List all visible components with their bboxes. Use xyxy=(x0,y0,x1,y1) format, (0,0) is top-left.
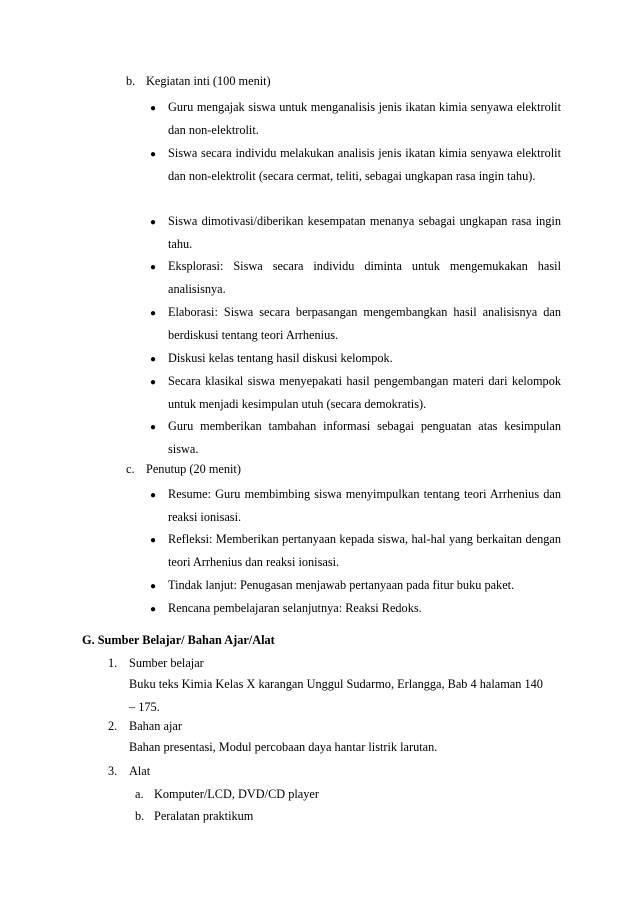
list-item-text: Bahan presentasi, Modul percobaan daya hantar listrik larutan. xyxy=(129,740,438,754)
bullet-icon: ● xyxy=(150,149,157,160)
sublist-letter: b. xyxy=(135,809,145,823)
list-number: 1. xyxy=(108,656,118,670)
list-number: 2. xyxy=(108,719,118,733)
list-item: Siswa secara individu melakukan analisis jenis ikatan kimia senyawa elektrolit dan non-elektrolit (secara cermat, teliti, sebagai ungkapan rasa ingin tahu). xyxy=(168,146,561,183)
subsection-letter: b. xyxy=(126,74,136,88)
bullet-icon: ● xyxy=(150,490,157,501)
list-item-title: Alat xyxy=(129,764,151,778)
bullet-icon: ● xyxy=(150,103,157,114)
sublist-item: Peralatan praktikum xyxy=(154,809,254,823)
bullet-icon: ● xyxy=(150,535,157,546)
list-item: Tindak lanjut: Penugasan menjawab pertanyaan pada fitur buku paket. xyxy=(168,578,515,592)
bullet-icon: ● xyxy=(150,604,157,615)
bullet-icon: ● xyxy=(150,422,157,433)
sublist-letter: a. xyxy=(135,787,144,801)
list-item: Guru memberikan tambahan informasi sebagai penguatan atas kesimpulan siswa. xyxy=(168,419,561,456)
list-item-text: Buku teks Kimia Kelas X karangan Unggul Sudarmo, Erlangga, Bab 4 halaman 140 – 175. xyxy=(129,677,543,714)
list-item: Diskusi kelas tentang hasil diskusi kelompok. xyxy=(168,351,393,365)
bullet-icon: ● xyxy=(150,354,157,365)
list-item: Siswa dimotivasi/diberikan kesempatan menanya sebagai ungkapan rasa ingin tahu. xyxy=(168,214,561,251)
list-item-title: Sumber belajar xyxy=(129,656,204,670)
list-item: Refleksi: Memberikan pertanyaan kepada siswa, hal-hal yang berkaitan dengan teori Arrhenius dan reaksi ionisasi. xyxy=(168,532,561,569)
bullet-icon: ● xyxy=(150,377,157,388)
sublist-item: Komputer/LCD, DVD/CD player xyxy=(154,787,319,801)
list-number: 3. xyxy=(108,764,118,778)
list-item: Eksplorasi: Siswa secara individu diminta untuk mengemukakan hasil analisisnya. xyxy=(168,259,561,296)
section-heading: G. Sumber Belajar/ Bahan Ajar/Alat xyxy=(82,633,275,647)
bullet-icon: ● xyxy=(150,262,157,273)
bullet-icon: ● xyxy=(150,217,157,228)
list-item-title: Bahan ajar xyxy=(129,719,182,733)
bullet-icon: ● xyxy=(150,581,157,592)
subsection-title: Penutup (20 menit) xyxy=(146,462,241,476)
list-item: Guru mengajak siswa untuk menganalisis jenis ikatan kimia senyawa elektrolit dan non-elektrolit. xyxy=(168,100,561,137)
list-item: Rencana pembelajaran selanjutnya: Reaksi Redoks. xyxy=(168,601,422,615)
subsection-letter: c. xyxy=(126,462,135,476)
list-item: Elaborasi: Siswa secara berpasangan mengembangkan hasil analisisnya dan berdiskusi tentang teori Arrhenius. xyxy=(168,305,561,342)
subsection-title: Kegiatan inti (100 menit) xyxy=(146,74,271,88)
list-item: Secara klasikal siswa menyepakati hasil pengembangan materi dari kelompok untuk menjadi kesimpulan utuh (secara demokratis). xyxy=(168,374,561,411)
list-item: Resume: Guru membimbing siswa menyimpulkan tentang teori Arrhenius dan reaksi ionisasi. xyxy=(168,487,561,524)
bullet-icon: ● xyxy=(150,308,157,319)
